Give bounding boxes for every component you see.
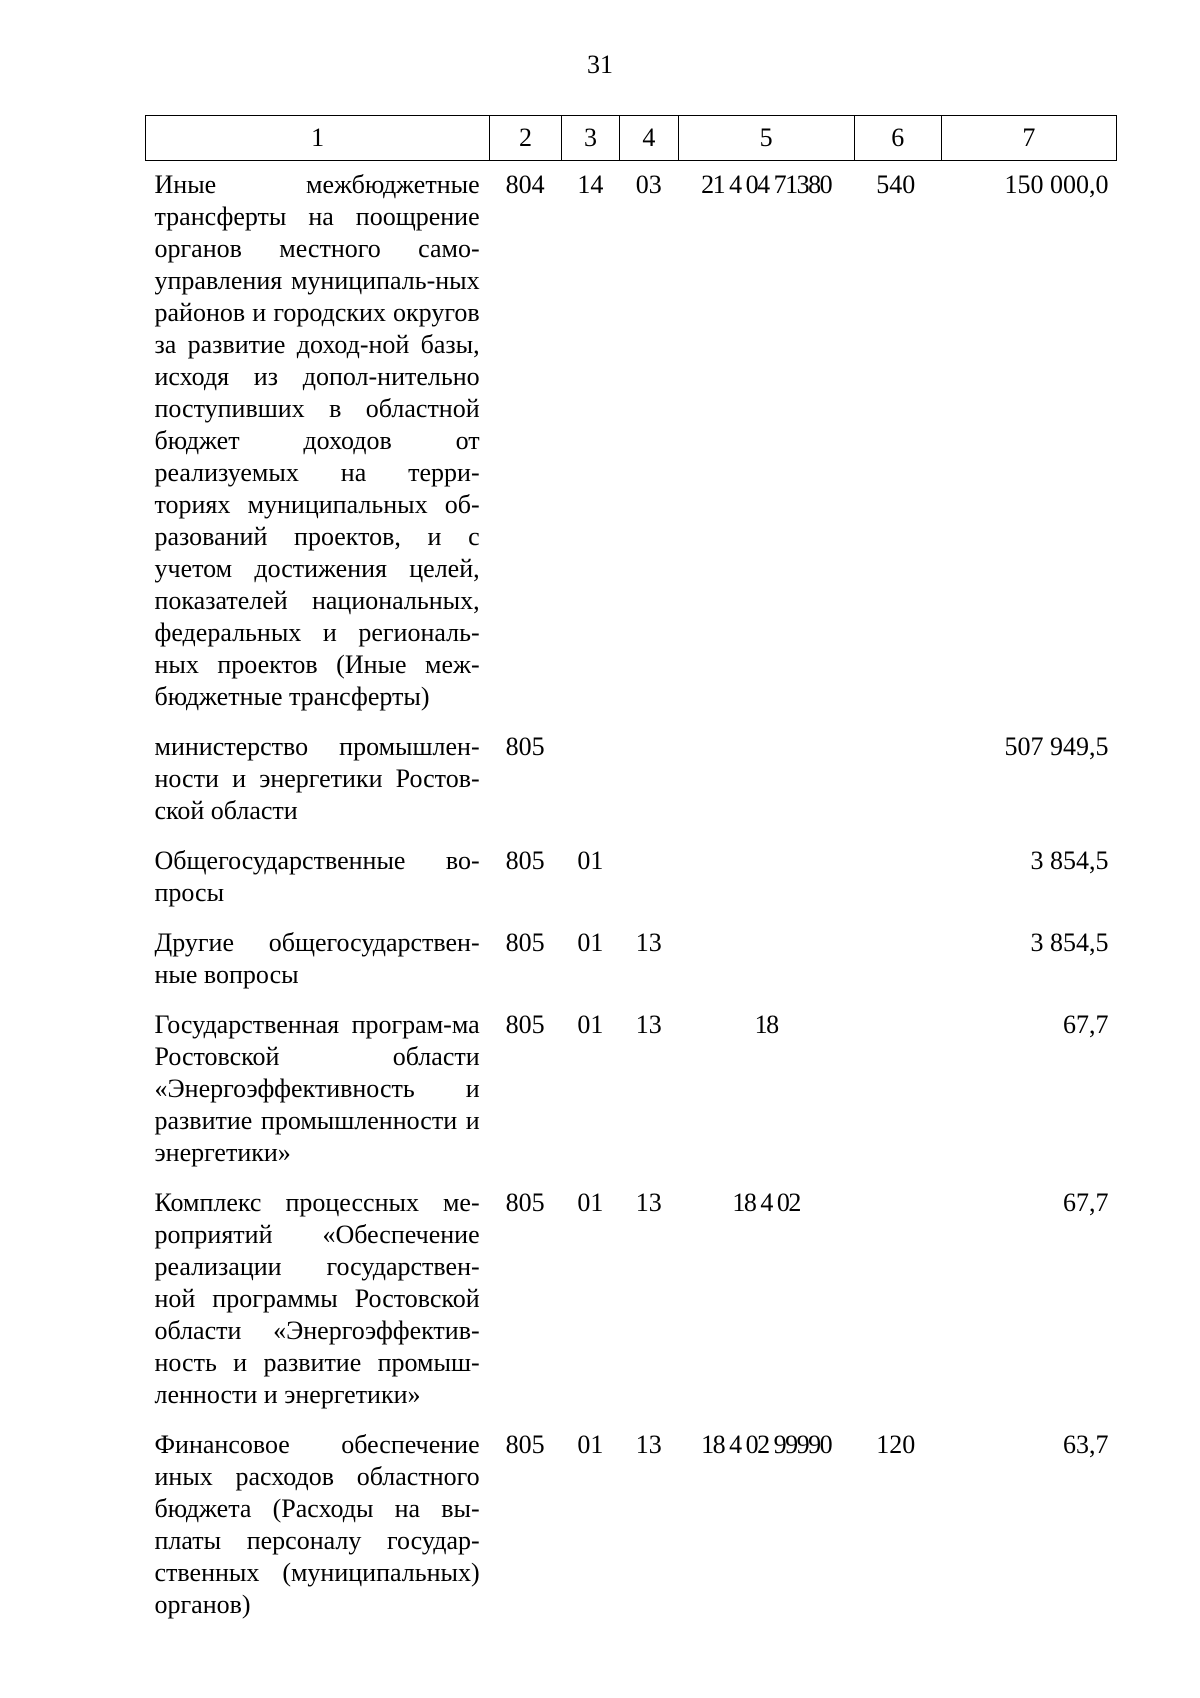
table-row xyxy=(146,1179,1117,1421)
table-row xyxy=(146,161,1117,724)
row-name: Другие общегосударствен-ные вопросы xyxy=(154,928,480,989)
row-section-code: 01 xyxy=(577,928,604,957)
row-ministry-code: 805 xyxy=(505,846,545,875)
row-subsection-code: 13 xyxy=(635,1430,662,1459)
row-subsection-code xyxy=(620,723,678,837)
row-subsection-code: 03 xyxy=(635,170,662,199)
row-expense-type-code xyxy=(854,919,941,1001)
row-section-code xyxy=(561,723,619,837)
row-target-item-code xyxy=(678,723,854,837)
row-target-item-code: 18 4 02 xyxy=(732,1188,800,1217)
table-row xyxy=(146,1421,1117,1631)
row-section-code: 01 xyxy=(577,846,604,875)
page-number: 31 xyxy=(587,50,613,79)
row-expense-type-code xyxy=(854,1179,941,1421)
row-ministry-code: 805 xyxy=(505,1430,545,1459)
row-amount: 150 000,0 xyxy=(1004,170,1109,199)
header-row xyxy=(146,116,1117,161)
row-ministry-code: 804 xyxy=(505,170,545,199)
row-amount: 3 854,5 xyxy=(1030,928,1109,957)
budget-table xyxy=(145,115,1117,1631)
column-header-4: 4 xyxy=(620,116,678,161)
table-row xyxy=(146,723,1117,837)
table-row xyxy=(146,1001,1117,1179)
row-amount: 67,7 xyxy=(1063,1188,1109,1217)
row-expense-type-code xyxy=(854,1001,941,1179)
column-header-7: 7 xyxy=(941,116,1116,161)
row-amount: 507 949,5 xyxy=(1004,732,1109,761)
row-name: Финансовое обеспечение иных расходов областного бюджета (Расходы на вы-платы персоналу государ-ственных (муниципальных) органов) xyxy=(154,1430,480,1619)
row-target-item-code xyxy=(678,919,854,1001)
row-expense-type-code xyxy=(854,723,941,837)
row-target-item-code: 18 xyxy=(754,1010,778,1039)
row-name: министерство промышлен-ности и энергетики Ростов-ской области xyxy=(154,732,480,825)
table-header xyxy=(146,116,1117,161)
row-subsection-code: 13 xyxy=(635,1010,662,1039)
row-target-item-code xyxy=(678,837,854,919)
row-section-code: 14 xyxy=(577,170,604,199)
column-header-2: 2 xyxy=(490,116,562,161)
row-ministry-code: 805 xyxy=(505,1188,545,1217)
row-subsection-code xyxy=(620,837,678,919)
row-amount: 3 854,5 xyxy=(1030,846,1109,875)
row-section-code: 01 xyxy=(577,1430,604,1459)
row-name: Государственная програм-ма Ростовской области «Энергоэффективность и развитие промышленности и энергетики» xyxy=(154,1010,480,1167)
row-name: Комплекс процессных ме-роприятий «Обеспечение реализации государствен-ной программы Ростовской области «Энергоэффектив-ность и развитие промыш-ленности и энергетики» xyxy=(154,1188,480,1409)
column-header-1: 1 xyxy=(146,116,490,161)
row-section-code: 01 xyxy=(577,1010,604,1039)
column-header-6: 6 xyxy=(854,116,941,161)
row-section-code: 01 xyxy=(577,1188,604,1217)
row-amount: 67,7 xyxy=(1063,1010,1109,1039)
row-target-item-code: 18 4 02 99990 xyxy=(701,1430,832,1459)
row-subsection-code: 13 xyxy=(635,928,662,957)
row-expense-type-code xyxy=(854,837,941,919)
table-row xyxy=(146,837,1117,919)
row-target-item-code: 21 4 04 71380 xyxy=(701,170,832,199)
row-expense-type-code: 120 xyxy=(876,1430,916,1459)
column-header-5: 5 xyxy=(678,116,854,161)
table-row xyxy=(146,919,1117,1001)
row-expense-type-code: 540 xyxy=(876,170,916,199)
row-ministry-code: 805 xyxy=(505,928,545,957)
row-amount: 63,7 xyxy=(1063,1430,1109,1459)
table-body xyxy=(146,161,1117,1632)
column-header-3: 3 xyxy=(561,116,619,161)
row-ministry-code: 805 xyxy=(505,1010,545,1039)
row-subsection-code: 13 xyxy=(635,1188,662,1217)
row-name: Общегосударственные во-просы xyxy=(154,846,480,907)
row-ministry-code: 805 xyxy=(505,732,545,761)
row-name: Иные межбюджетные трансферты на поощрение органов местного само-управления муниципаль-ных районов и городских округов за развитие доход-ной базы, исходя из допол-нительно поступивших в областной бюджет доходов от реализуемых на терри-ториях муниципальных об-разований проектов, и с учетом достижения целей, показателей национальных, федеральных и региональ-ных проектов (Иные меж-бюджетные трансферты) xyxy=(154,170,480,711)
